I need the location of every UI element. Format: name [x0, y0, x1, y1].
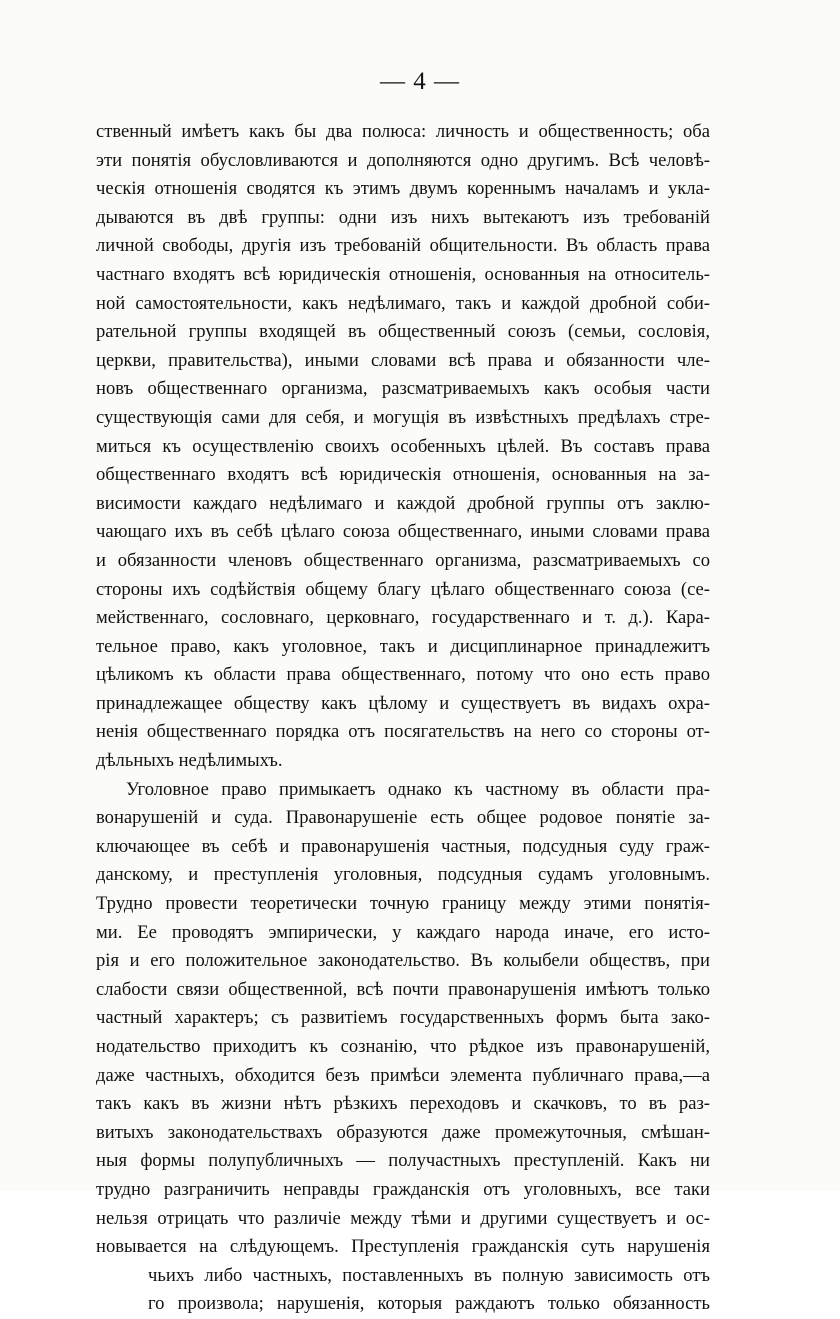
- text-line: ныя формы полупубличныхъ — получастныхъ преступленій. Какъ ни: [96, 1150, 710, 1172]
- text-line: висимости каждаго недѣлимаго и каждой дробной группы отъ заклю-: [96, 492, 710, 514]
- text-line: мейственнаго, сословнаго, церковнаго, государственнаго и т. д.). Кара-: [96, 607, 710, 629]
- text-line: цѣликомъ къ области права общественнаго, потому что оно есть право: [96, 664, 710, 686]
- text-line: тельное право, какъ уголовное, такъ и дисциплинарное принадлежитъ: [96, 635, 710, 657]
- text-line: новывается на слѣдующемъ. Преступленія гражданскія суть нарушенія: [96, 1236, 710, 1258]
- body-text: [96, 118, 710, 1319]
- text-line: церкви, правительства), иными словами всѣ права и обязанности чле-: [96, 349, 710, 371]
- text-line: витыхъ законодательствахъ образуются даже промежуточныя, смѣшан-: [96, 1121, 710, 1143]
- text-line: рательной группы входящей въ общественный союзъ (семьи, сословія,: [96, 321, 710, 343]
- text-line: трудно разграничить неправды гражданскія отъ уголовныхъ, все таки: [96, 1178, 710, 1200]
- text-line: существующія сами для себя, и могущія въ извѣстныхъ предѣлахъ стре-: [96, 406, 710, 428]
- text-line: рія и его положительное законодательство. Въ колыбели обществъ, при: [96, 950, 710, 972]
- text-line: и обязанности членовъ общественнаго организма, разсматриваемыхъ со: [96, 549, 710, 571]
- text-line: ческія отношенія сводятся къ этимъ двумъ кореннымъ началамъ и укла-: [96, 178, 710, 200]
- paragraph-end-line: дѣльныхъ недѣлимыхъ.: [96, 750, 283, 772]
- text-line: новъ общественнаго организма, разсматриваемыхъ какъ особыя части: [96, 378, 710, 400]
- text-line: даже частныхъ, обходится безъ примѣси элемента публичнаго права,—а: [96, 1064, 710, 1086]
- text-line: частнаго входятъ всѣ юридическія отношенія, основанныя на относитель-: [96, 263, 710, 285]
- text-line: нельзя отрицать что различіе между тѣми и другими существуетъ и ос-: [96, 1207, 710, 1229]
- text-line: ми. Ее проводятъ эмпирически, у каждаго народа иначе, его исто-: [96, 921, 710, 943]
- paragraph-first-line: Уголовное право примыкаетъ однако къ частному въ области пра-: [126, 778, 710, 800]
- text-line: Трудно провести теоретически точную границу между этими понятія-: [96, 893, 710, 915]
- text-line: чьихъ либо частныхъ, поставленныхъ въ полную зависимость отъ: [148, 1264, 710, 1286]
- text-line: слабости связи общественной, всѣ почти правонарушенія имѣютъ только: [96, 978, 710, 1000]
- text-line: личной свободы, другія изъ требованій общительности. Въ область права: [96, 235, 710, 257]
- text-line: общественнаго входятъ всѣ юридическія отношенія, основанныя на за-: [96, 464, 710, 486]
- text-line: вонарушеній и суда. Правонарушеніе есть общее родовое понятіе за-: [96, 807, 710, 829]
- page-number: — 4 —: [380, 68, 460, 95]
- text-line: ственный имѣетъ какъ бы два полюса: личность и общественность; оба: [96, 121, 710, 142]
- text-line: ключающее въ себѣ и правонарушенія частныя, подсудныя суду граж-: [96, 835, 710, 857]
- text-line: нодательство приходитъ къ сознанію, что рѣдкое изъ правонарушеній,: [96, 1036, 710, 1057]
- text-line: принадлежащее обществу какъ цѣлому и существуетъ въ видахъ охра-: [96, 692, 710, 714]
- text-line: миться къ осуществленію своихъ особенныхъ цѣлей. Въ составъ права: [96, 435, 710, 457]
- text-line: стороны ихъ содѣйствія общему благу цѣлаго общественнаго союза (се-: [96, 578, 710, 600]
- text-line: ной самостоятельности, какъ недѣлимаго, такъ и каждой дробной соби-: [96, 292, 710, 314]
- text-line: дываются въ двѣ группы: одни изъ нихъ вытекаютъ изъ требованій: [96, 206, 710, 228]
- text-line: такъ какъ въ жизни нѣтъ рѣзкихъ переходовъ и скачковъ, то въ раз-: [96, 1093, 710, 1115]
- text-line: го произвола; нарушенія, которыя раждаютъ только обязанность: [148, 1293, 710, 1315]
- text-line: данскому, и преступленія уголовныя, подсудныя судамъ уголовнымъ.: [96, 864, 710, 886]
- text-line: чающаго ихъ въ себѣ цѣлаго союза общественнаго, иными словами права: [96, 521, 710, 543]
- text-line: эти понятія обусловливаются и дополняются одно другимъ. Всѣ человѣ-: [96, 149, 710, 171]
- text-line: ненія общественнаго порядка отъ посягательствъ на него со стороны от-: [96, 721, 710, 743]
- text-line: частный характеръ; съ развитіемъ государственныхъ формъ быта зако-: [96, 1007, 710, 1029]
